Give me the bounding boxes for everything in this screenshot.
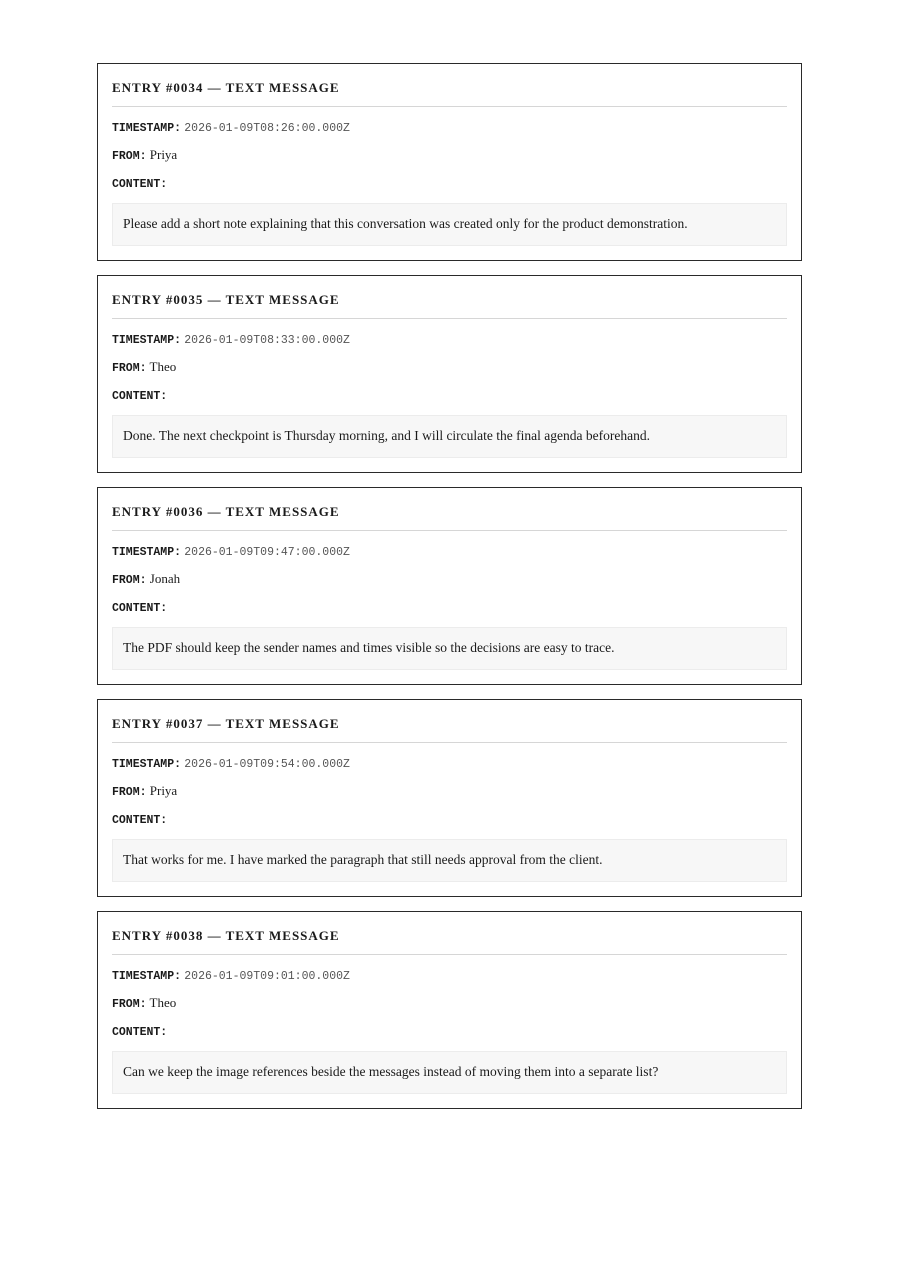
message-entry — [97, 63, 802, 261]
from-label: FROM: — [112, 786, 147, 799]
timestamp-value: 2026-01-09T09:47:00.000Z — [184, 546, 350, 559]
timestamp-row — [112, 543, 787, 561]
timestamp-row — [112, 331, 787, 349]
timestamp-row — [112, 119, 787, 137]
message-entry — [97, 911, 802, 1109]
timestamp-value: 2026-01-09T08:26:00.000Z — [184, 122, 350, 135]
content-label: CONTENT: — [112, 1026, 168, 1039]
from-row — [112, 359, 787, 377]
timestamp-value: 2026-01-09T08:33:00.000Z — [184, 334, 350, 347]
content-row — [112, 599, 787, 617]
message-entry — [97, 699, 802, 897]
from-value: Theo — [149, 995, 177, 1010]
timestamp-row — [112, 967, 787, 985]
from-value: Theo — [149, 359, 177, 374]
from-row — [112, 571, 787, 589]
content-label: CONTENT: — [112, 602, 168, 615]
from-label: FROM: — [112, 998, 147, 1011]
from-value: Jonah — [149, 571, 181, 586]
content-label: CONTENT: — [112, 814, 168, 827]
from-label: FROM: — [112, 362, 147, 375]
from-row — [112, 995, 787, 1013]
timestamp-label: TIMESTAMP: — [112, 970, 182, 983]
timestamp-label: TIMESTAMP: — [112, 122, 182, 135]
timestamp-value: 2026-01-09T09:54:00.000Z — [184, 758, 350, 771]
entry-list — [97, 63, 802, 1123]
from-row — [112, 147, 787, 165]
entry-header: ENTRY #0037 — TEXT MESSAGE — [112, 715, 787, 743]
from-label: FROM: — [112, 574, 147, 587]
content-label: CONTENT: — [112, 178, 168, 191]
message-content: That works for me. I have marked the paragraph that still needs approval from the client. — [112, 839, 787, 882]
message-entry — [97, 487, 802, 685]
timestamp-row — [112, 755, 787, 773]
timestamp-value: 2026-01-09T09:01:00.000Z — [184, 970, 350, 983]
message-content: Please add a short note explaining that this conversation was created only for the product demonstration. — [112, 203, 787, 246]
timestamp-label: TIMESTAMP: — [112, 546, 182, 559]
message-content: Done. The next checkpoint is Thursday morning, and I will circulate the final agenda beforehand. — [112, 415, 787, 458]
content-row — [112, 175, 787, 193]
timestamp-label: TIMESTAMP: — [112, 758, 182, 771]
entry-header: ENTRY #0036 — TEXT MESSAGE — [112, 503, 787, 531]
content-row — [112, 387, 787, 405]
message-content: The PDF should keep the sender names and times visible so the decisions are easy to trace. — [112, 627, 787, 670]
entry-header: ENTRY #0035 — TEXT MESSAGE — [112, 291, 787, 319]
entry-header: ENTRY #0038 — TEXT MESSAGE — [112, 927, 787, 955]
content-label: CONTENT: — [112, 390, 168, 403]
timestamp-label: TIMESTAMP: — [112, 334, 182, 347]
from-value: Priya — [149, 147, 178, 162]
message-content: Can we keep the image references beside the messages instead of moving them into a separate list? — [112, 1051, 787, 1094]
entry-header: ENTRY #0034 — TEXT MESSAGE — [112, 79, 787, 107]
from-value: Priya — [149, 783, 178, 798]
content-row — [112, 811, 787, 829]
message-entry — [97, 275, 802, 473]
from-row — [112, 783, 787, 801]
content-row — [112, 1023, 787, 1041]
from-label: FROM: — [112, 150, 147, 163]
